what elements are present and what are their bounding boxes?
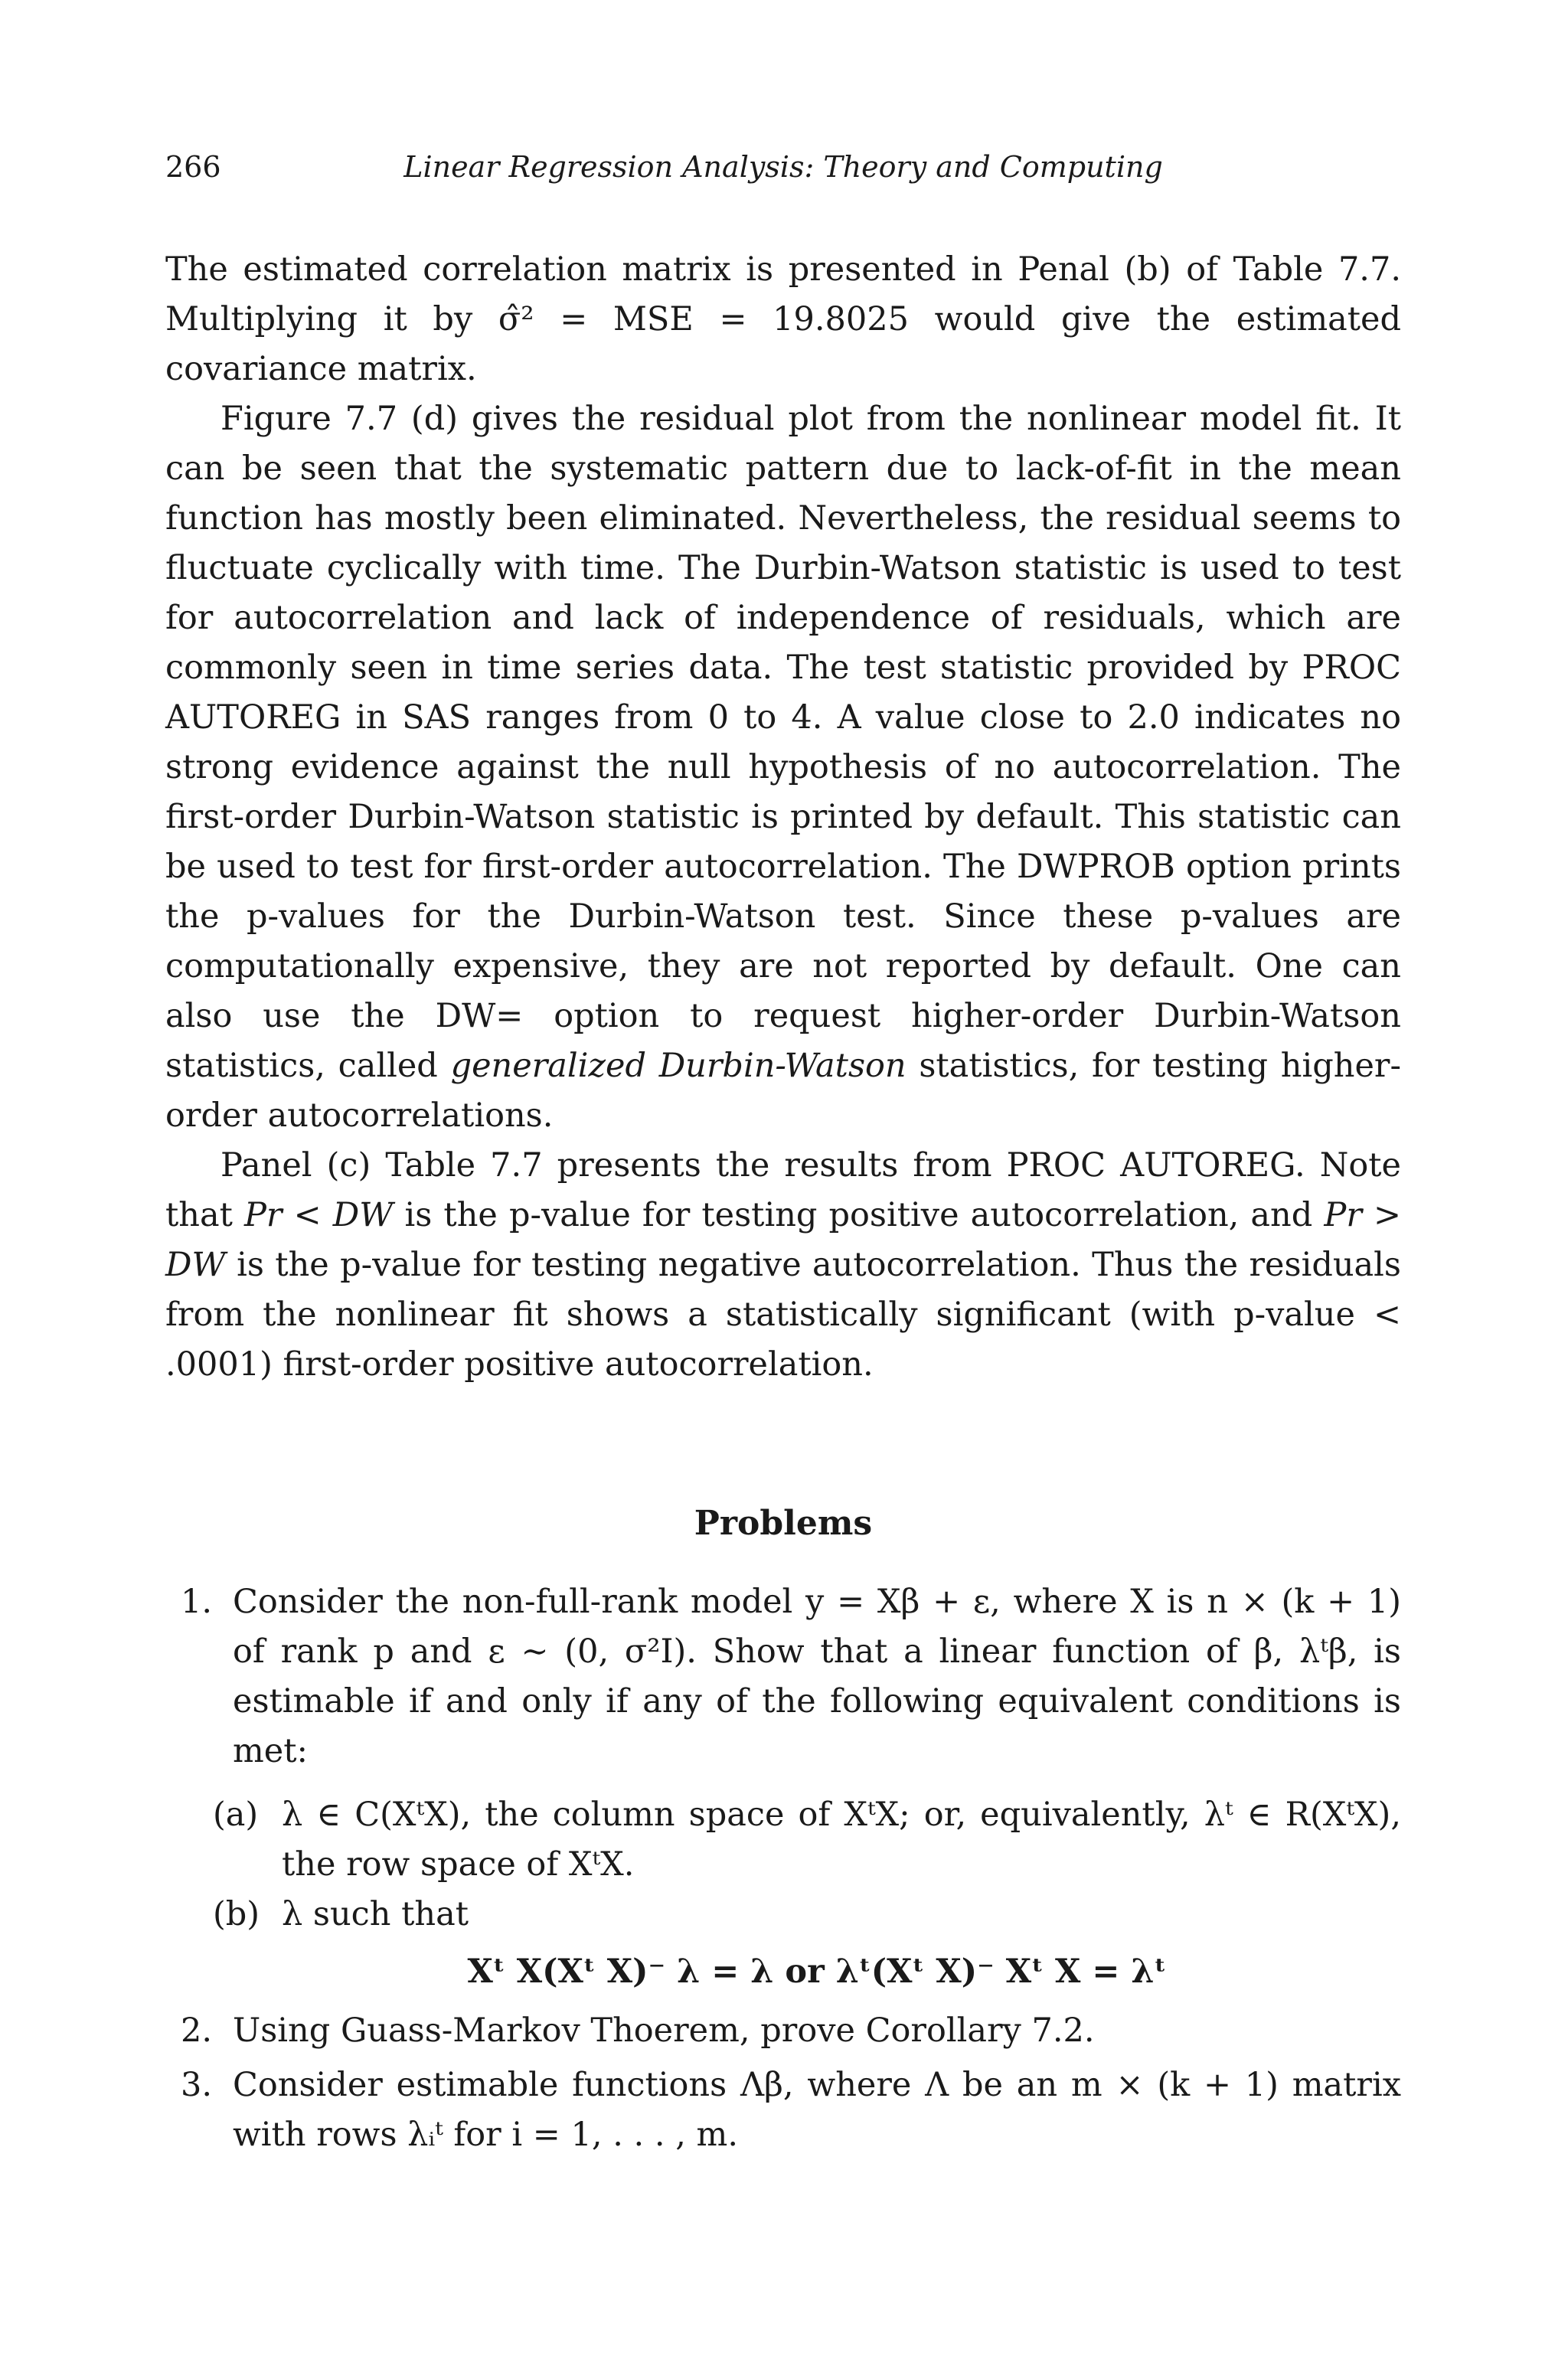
problem-text: Consider estimable functions Λβ, where Λ be an m × (k + 1) matrix with rows λᵢᵗ for i = 1, . . . , m.	[233, 2066, 1401, 2154]
page-header	[165, 144, 1401, 190]
paragraph-2	[165, 394, 1401, 1141]
problem-number: 1.	[181, 1583, 213, 1621]
part-label: (a)	[213, 1796, 259, 1834]
problem-3	[165, 2060, 1401, 2160]
problem-text: Consider the non-full-rank model y = Xβ + ε, where X is n × (k + 1) of rank p and ε ∼ (0, σ²I). Show that a linear function of β, λᵗβ, is estimable if and only if any of the following equivalent conditions is met:	[233, 1583, 1401, 1770]
problem-1-part-a	[165, 1790, 1401, 1890]
paragraph-2-text-end: statistics, for testing higher-order autocorrelations.	[165, 1047, 1401, 1135]
problem-2	[165, 2006, 1401, 2056]
running-title: Linear Regression Analysis: Theory and Computing	[403, 150, 1163, 184]
problem-text: Using Guass-Markov Thoerem, prove Corollary 7.2.	[233, 2011, 1095, 2050]
page-number: 266	[165, 150, 221, 184]
problem-1	[165, 1577, 1401, 1997]
paragraph-3-math-2: Pr > DW	[165, 1196, 1402, 1284]
problem-number: 2.	[181, 2011, 213, 2050]
body-text	[165, 245, 1401, 1390]
paragraph-2-italic-term: generalized Durbin-Watson	[450, 1047, 906, 1085]
paragraph-2-text: Figure 7.7 (d) gives the residual plot from the nonlinear model fit. It can be seen that the systematic pattern due to lack-of-fit in the mean function has mostly been eliminated. Nevertheless, the residual seems to fluctuate cyclically with time. The Durbin-Watson statistic is used to test for autocorrelation and lack of independence of residuals, which are commonly seen in time series data. The test statistic provided by PROC AUTOREG in SAS ranges from 0 to 4. A value close to 2.0 indicates no strong evidence against the null hypothesis of no autocorrelation. The first-order Durbin-Watson statistic is printed by default. This statistic can be used to test for first-order autocorrelation. The DWPROB option prints the p-values for the Durbin-Watson test. Since these p-values are computationally expensive, they are not reported by default. One can also use the DW= option to request higher-order Durbin-Watson statistics, called	[165, 400, 1401, 1085]
problems-heading: Problems	[694, 1504, 873, 1543]
paragraph-3-text: Panel (c) Table 7.7 presents the results from PROC AUTOREG. Note that	[165, 1146, 1401, 1234]
paragraph-3-text-2: is the p-value for testing positive autocorrelation, and	[404, 1196, 1313, 1234]
part-label: (b)	[213, 1895, 260, 1933]
part-text: λ such that	[282, 1895, 469, 1933]
paragraph-3	[165, 1141, 1401, 1390]
paragraph-3-math-1: Pr < DW	[244, 1196, 394, 1234]
part-text: λ ∈ C(XᵗX), the column space of XᵗX; or, equivalently, λᵗ ∈ R(XᵗX), the row space of XᵗX.	[282, 1796, 1401, 1884]
paragraph-3-text-3: is the p-value for testing negative autocorrelation. Thus the residuals from the nonlinear fit shows a statistically significant (with p-value < .0001) first-order positive autocorrelation.	[165, 1246, 1401, 1384]
problem-number: 3.	[181, 2066, 213, 2104]
problem-1-part-b	[165, 1890, 1401, 1940]
problems-list	[165, 1577, 1401, 2165]
display-equation: Xᵗ X(Xᵗ X)⁻ λ = λ or λᵗ(Xᵗ X)⁻ Xᵗ X = λᵗ	[467, 1953, 1167, 1991]
paragraph-1: The estimated correlation matrix is presented in Penal (b) of Table 7.7. Multiplying it by σ̂² = MSE = 19.8025 would give the estimated covariance matrix.	[165, 250, 1401, 388]
